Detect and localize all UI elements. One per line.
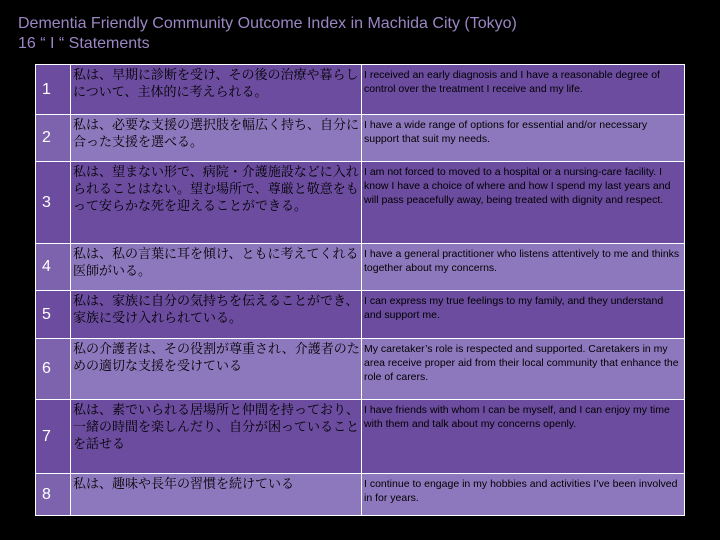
statements-table xyxy=(35,64,685,516)
row-number: 4 xyxy=(36,244,71,291)
english-statement: I am not forced to moved to a hospital or a nursing-care facility. I know I have a choice of where and how I spend my last years and will pass peacefully away, being treated with dignity and respect. xyxy=(362,162,685,244)
row-number: 2 xyxy=(36,115,71,162)
english-statement: I continue to engage in my hobbies and activities I’ve been involved in for years. xyxy=(362,474,685,516)
english-statement: I have a general practitioner who listens attentively to me and thinks together about my concerns. xyxy=(362,244,685,291)
table-row xyxy=(36,339,685,400)
slide-title xyxy=(18,14,517,54)
english-statement: I have a wide range of options for essential and/or necessary support that suit my needs. xyxy=(362,115,685,162)
japanese-statement: 私は、家族に自分の気持ちを伝えることができ、家族に受け入れられている。 xyxy=(71,291,362,339)
row-number: 7 xyxy=(36,400,71,474)
japanese-statement: 私は、望まない形で、病院・介護施設などに入れられることはない。望む場所で、尊厳と敬意をもって安らかな死を迎えることができる。 xyxy=(71,162,362,244)
table-row xyxy=(36,244,685,291)
japanese-statement: 私の介護者は、その役割が尊重され、介護者のための適切な支援を受けている xyxy=(71,339,362,400)
japanese-statement: 私は、早期に診断を受け、その後の治療や暮らしについて、主体的に考えられる。 xyxy=(71,65,362,115)
table-row xyxy=(36,162,685,244)
row-number: 1 xyxy=(36,65,71,115)
table-row xyxy=(36,400,685,474)
row-number: 6 xyxy=(36,339,71,400)
english-statement: I received an early diagnosis and I have a reasonable degree of control over the treatment I receive and my life. xyxy=(362,65,685,115)
table-row xyxy=(36,115,685,162)
row-number: 5 xyxy=(36,291,71,339)
row-number: 3 xyxy=(36,162,71,244)
table-row xyxy=(36,65,685,115)
row-number: 8 xyxy=(36,474,71,516)
english-statement: I have friends with whom I can be myself, and I can enjoy my time with them and talk about my concerns openly. xyxy=(362,400,685,474)
japanese-statement: 私は、趣味や長年の習慣を続けている xyxy=(71,474,362,516)
table-row xyxy=(36,474,685,516)
title-line-1: Dementia Friendly Community Outcome Index in Machida City (Tokyo) xyxy=(18,15,517,32)
japanese-statement: 私は、私の言葉に耳を傾け、ともに考えてくれる医師がいる。 xyxy=(71,244,362,291)
table-row xyxy=(36,291,685,339)
japanese-statement: 私は、素でいられる居場所と仲間を持っており、一緒の時間を楽しんだり、自分が困っていることを話せる xyxy=(71,400,362,474)
english-statement: I can express my true feelings to my family, and they understand and support me. xyxy=(362,291,685,339)
japanese-statement: 私は、必要な支援の選択肢を幅広く持ち、自分に合った支援を選べる。 xyxy=(71,115,362,162)
title-line-2: 16 “ I “ Statements xyxy=(18,35,150,52)
english-statement: My caretaker’s role is respected and supported. Caretakers in my area receive proper aid from their local community that enhance the role of carers. xyxy=(362,339,685,400)
